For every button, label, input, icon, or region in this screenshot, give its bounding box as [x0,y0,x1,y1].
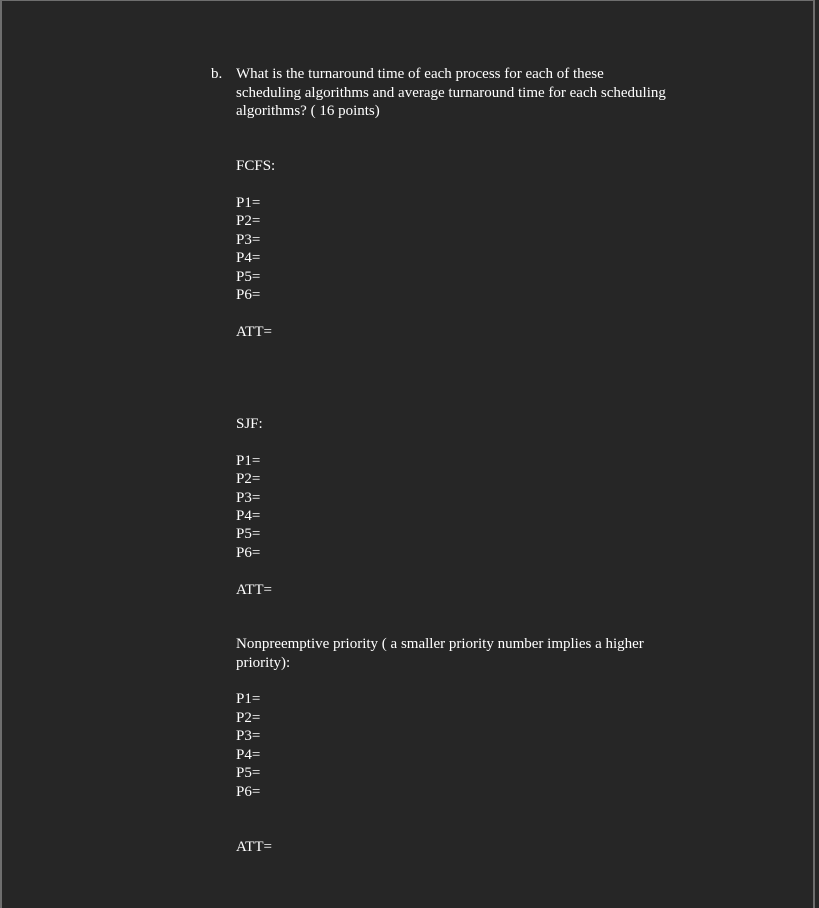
sjf-att: ATT= [236,582,272,598]
priority-p4: P4= [236,747,261,763]
sjf-p6: P6= [236,545,261,561]
priority-p6: P6= [236,784,261,800]
priority-p2: P2= [236,710,261,726]
sjf-p5: P5= [236,526,261,542]
priority-p5: P5= [236,765,261,781]
fcfs-p2: P2= [236,213,261,229]
priority-att: ATT= [236,839,272,855]
question-line: algorithms? ( 16 points) [236,103,380,119]
fcfs-att: ATT= [236,324,272,340]
sjf-p4: P4= [236,508,261,524]
sjf-heading: SJF: [236,416,263,432]
fcfs-p6: P6= [236,287,261,303]
sjf-p1: P1= [236,453,261,469]
fcfs-p3: P3= [236,232,261,248]
priority-p3: P3= [236,728,261,744]
sjf-p3: P3= [236,490,261,506]
question-line: What is the turnaround time of each process for each of these [236,66,604,82]
priority-heading: Nonpreemptive priority ( a smaller priority number implies a higher [236,636,644,652]
question-line: scheduling algorithms and average turnaround time for each scheduling [236,84,666,101]
fcfs-p4: P4= [236,250,261,266]
fcfs-p5: P5= [236,269,261,285]
question-label: b. [211,66,223,82]
priority-heading-cont: priority): [236,655,291,671]
question-text [236,65,706,121]
sjf-p2: P2= [236,471,261,487]
fcfs-heading: FCFS: [236,158,276,174]
fcfs-p1: P1= [236,195,261,211]
priority-p1: P1= [236,691,261,707]
